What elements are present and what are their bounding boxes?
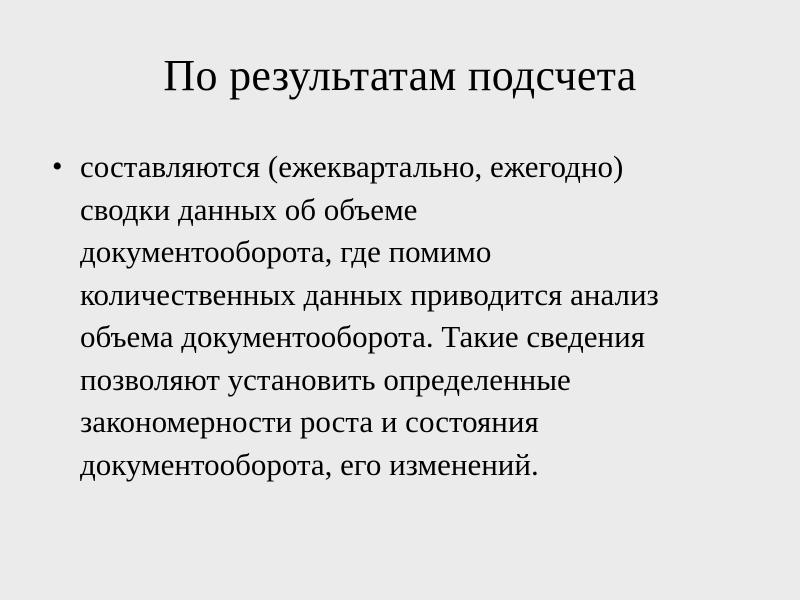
bullet-item	[52, 146, 752, 486]
bullet-text: составляются (ежеквартально, ежегодно) сводки данных об объеме документооборота, где помимо количественных данных приводится анализ объема документооборота. Такие сведения позволяют установить определенные закономерности роста и состояния документооборота, его изменений.	[80, 149, 659, 482]
bullet-list	[52, 146, 752, 486]
bullet-marker: •	[52, 150, 63, 183]
slide-title: По результатам подсчета	[163, 51, 637, 100]
